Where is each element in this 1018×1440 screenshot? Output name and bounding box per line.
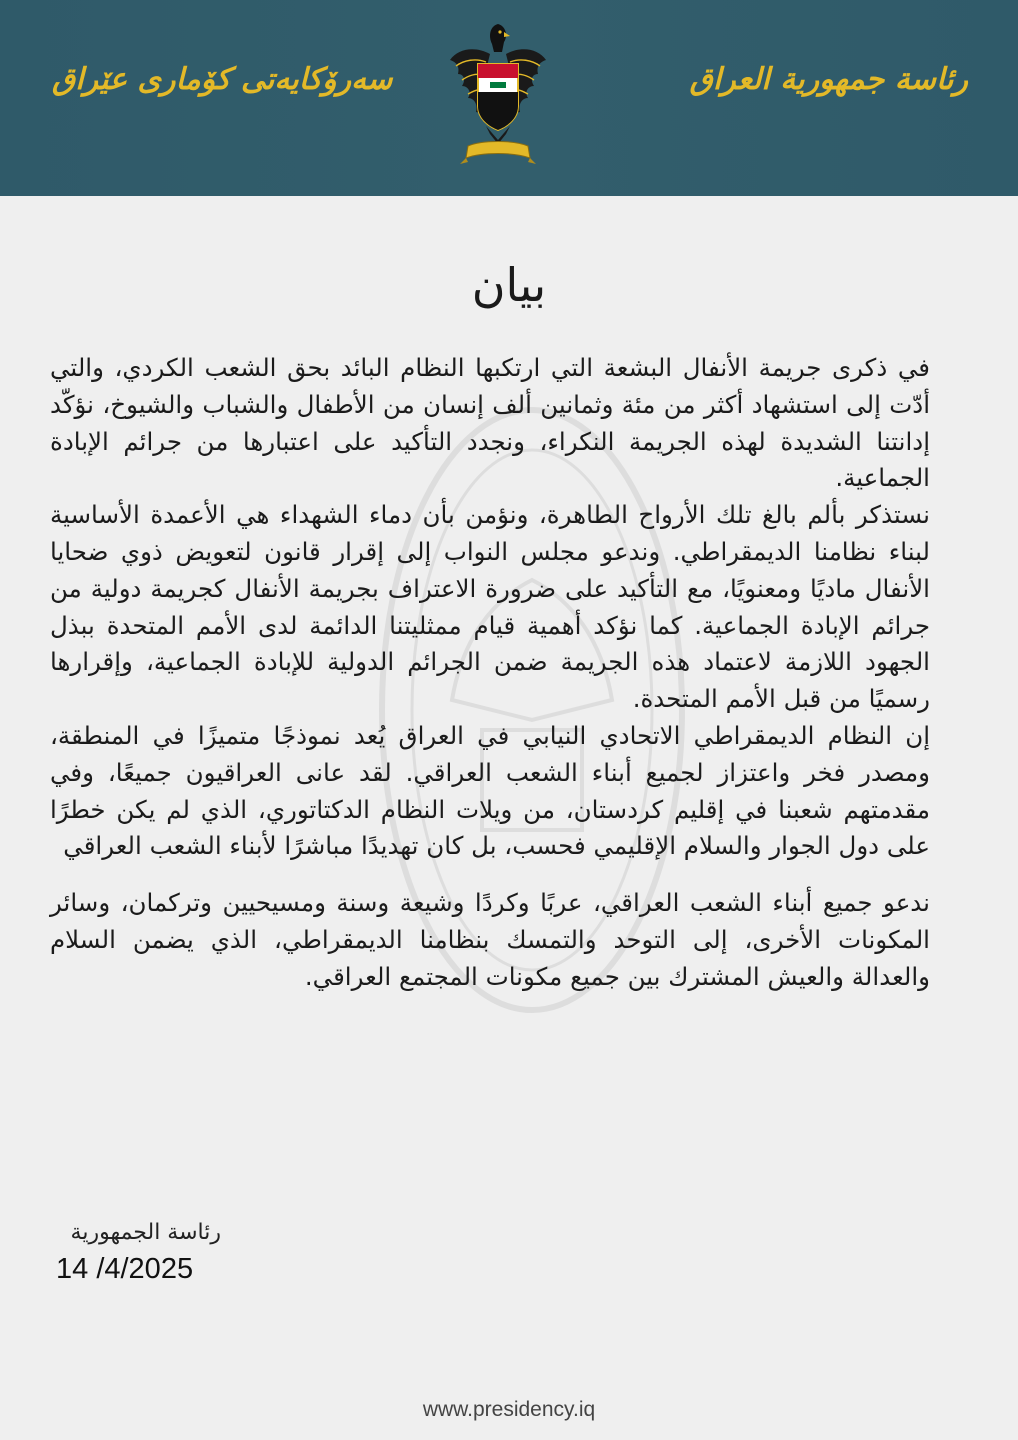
statement-paragraph: في ذكرى جريمة الأنفال البشعة التي ارتكبها النظام البائد بحق الشعب الكردي، والتي أدّت إلى استشهاد أكثر من مئة وثمانين ألف إنسان من الأطفال والشباب والشيوخ، نؤكّد إدانتنا الشديدة لهذه الجريمة النكراء، ونجدد التأكيد على اعتبارها من جرائم الإبادة الجماعية. xyxy=(50,353,930,493)
signature-organization: رئاسة الجمهورية xyxy=(70,1220,221,1245)
letterhead-banner xyxy=(0,0,1018,196)
statement-body xyxy=(50,350,930,996)
iraq-eagle-emblem-icon xyxy=(446,22,550,172)
statement-paragraph: نستذكر بألم بالغ تلك الأرواح الطاهرة، ونؤمن بأن دماء الشهداء هي الأعمدة الأساسية لبناء نظامنا الديمقراطي. وندعو مجلس النواب إلى إقرار قانون لتعويض ذوي ضحايا الأنفال ماديًا ومعنويًا، مع التأكيد على ضرورة الاعتراف بجريمة الأنفال كجريمة دولية من جرائم الإبادة الجماعية. كما نؤكد أهمية قيام ممثليتنا الدائمة لدى الأمم المتحدة ببذل الجهود اللازمة لاعتماد هذه الجريمة ضمن الجرائم الدولية للإبادة الجماعية، وإقرارها رسميًا من قبل الأمم المتحدة. xyxy=(50,500,930,714)
statement-paragraph: ندعو جميع أبناء الشعب العراقي، عربًا وكردًا وشيعة وسنة ومسيحيين وتركمان، وسائر المكونات الأخرى، إلى التوحد والتمسك بنظامنا الديمقراطي، الذي يضمن السلام والعدالة والعيش المشترك بين جميع مكونات المجتمع العراقي. xyxy=(50,888,930,991)
kurdish-presidency-title: سەرۆکایەتی کۆماری عێراق xyxy=(52,62,393,97)
document-title: بيان xyxy=(471,258,547,312)
footer-website-link[interactable]: www.presidency.iq xyxy=(422,1398,596,1421)
signature-date: 14 /4/2025 xyxy=(56,1253,194,1285)
arabic-presidency-title: رئاسة جمهورية العراق xyxy=(689,62,968,97)
statement-paragraph: إن النظام الديمقراطي الاتحادي النيابي في العراق يُعد نموذجًا متميزًا في المنطقة، ومصدر فخر واعتزاز لجميع أبناء الشعب العراقي. لقد عانى العراقيون جميعًا، وفي مقدمتهم شعبنا في إقليم كردستان، من ويلات النظام الدكتاتوري، الذي لم يكن خطرًا على دول الجوار والسلام الإقليمي فحسب، بل كان تهديدًا مباشرًا لأبناء الشعب العراقي xyxy=(50,720,930,861)
